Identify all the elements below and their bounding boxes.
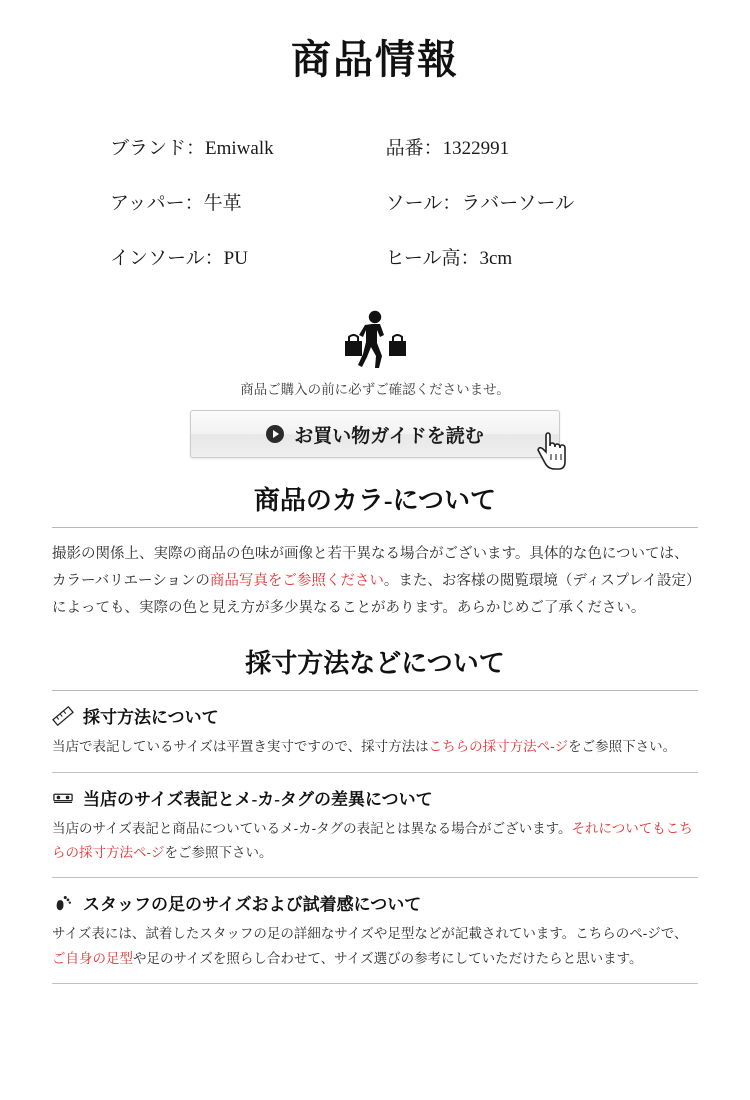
color-body-part2: 。また、お客様の閲覧環境（ディスプレイ設定）によっても、実際の色と見え方が多少異なることがあります。あらかじめご了承ください。: [52, 572, 694, 616]
spec-value: 1322991: [442, 138, 510, 159]
spec-label: ソール：: [385, 193, 462, 214]
hand-cursor-icon: [534, 432, 568, 472]
measure-2-part2: をご参照下さい。: [164, 845, 273, 861]
measure-item-2-title: 当店のサイズ表記とメ-カ-タグの差異について: [83, 789, 433, 809]
spec-cell-heel-height: [386, 229, 640, 284]
spec-cell-upper: [110, 174, 386, 229]
measure-3-part1: サイズ表には、試着したスタッフの足の詳細なサイズや足型などが記載されています。こちらのペ-ジで、: [52, 926, 688, 942]
color-body-part1: 撮影の関係上、実際の商品の色味が画像と若干異なる場合がございます。具体的な色については、カラーバリエーションの: [52, 546, 689, 589]
measure-item-1: [52, 691, 698, 759]
measure-2-part1: 当店のサイズ表記と商品についているメ-カ-タグの表記とは異なる場合がございます。: [52, 820, 572, 836]
spec-label: ブランド：: [110, 138, 206, 159]
guide-button-row: [0, 410, 750, 458]
measure-3-highlight: ご自身の足型: [52, 950, 133, 966]
measure-item-2-body: [52, 817, 698, 866]
spec-label: 品番：: [385, 138, 443, 159]
spec-label: アッパー：: [110, 193, 204, 214]
measure-1-part1: 当店で表記しているサイズは平置き実寸ですので、採寸方法は: [52, 739, 429, 755]
measure-item-3: [52, 878, 698, 971]
spec-value: 3cm: [479, 248, 513, 269]
shopper-icon: [332, 310, 418, 372]
measure-item-1-head: [52, 703, 698, 728]
page-title: 商品情報: [291, 37, 459, 82]
play-icon: [266, 425, 284, 443]
spec-cell-insole: [110, 229, 386, 284]
color-section-heading: 商品のカラ-について: [253, 486, 497, 515]
spec-value: PU: [223, 248, 248, 269]
measure-item-3-head: [52, 890, 698, 915]
purchase-notice-text: 商品ご購入の前に必ずご確認くださいませ。: [240, 382, 510, 397]
measure-item-1-title: 採寸方法について: [83, 708, 219, 728]
spec-label: インソール：: [110, 248, 224, 269]
footprint-icon: [52, 893, 74, 913]
spec-cell-brand: [110, 119, 386, 174]
ruler-icon: [52, 706, 74, 726]
color-body-highlight: 商品写真をご参照ください: [209, 572, 384, 589]
shopping-guide-button[interactable]: [190, 410, 560, 458]
tape-measure-icon: [52, 787, 74, 807]
spec-table: [110, 119, 640, 284]
spec-label: ヒール高：: [385, 248, 480, 269]
measure-item-1-body: [52, 735, 698, 759]
shopper-icon-wrap: [0, 310, 750, 376]
table-row: [110, 229, 640, 284]
shopping-guide-button-label: お買い物ガイドを読む: [294, 425, 484, 447]
color-section-body: [52, 541, 698, 621]
spec-value: ラバーソール: [461, 193, 575, 214]
divider: [52, 983, 698, 984]
table-row: [110, 119, 640, 174]
measure-item-2: [52, 773, 698, 866]
measure-2-highlight: それについてもこちらの採寸方法ペ-ジ: [52, 820, 693, 861]
measure-3-part2: や足のサイズを照らし合わせて、サイズ選びの参考にしていただけたらと思います。: [133, 950, 643, 966]
spec-value: 牛革: [203, 193, 242, 214]
measure-1-highlight: こちらの採寸方法ペ-ジ: [428, 739, 569, 755]
measure-section-heading: 採寸方法などについて: [245, 649, 505, 679]
measure-item-3-title: スタッフの足のサイズおよび試着感について: [83, 895, 422, 915]
measure-item-3-body: [52, 922, 698, 971]
measure-1-part2: をご参照下さい。: [568, 739, 677, 755]
measure-item-2-head: [52, 785, 698, 810]
divider: [52, 527, 698, 528]
table-row: [110, 174, 640, 229]
spec-cell-model: [386, 119, 640, 174]
spec-cell-sole: [386, 174, 640, 229]
spec-value: Emiwalk: [205, 138, 274, 159]
